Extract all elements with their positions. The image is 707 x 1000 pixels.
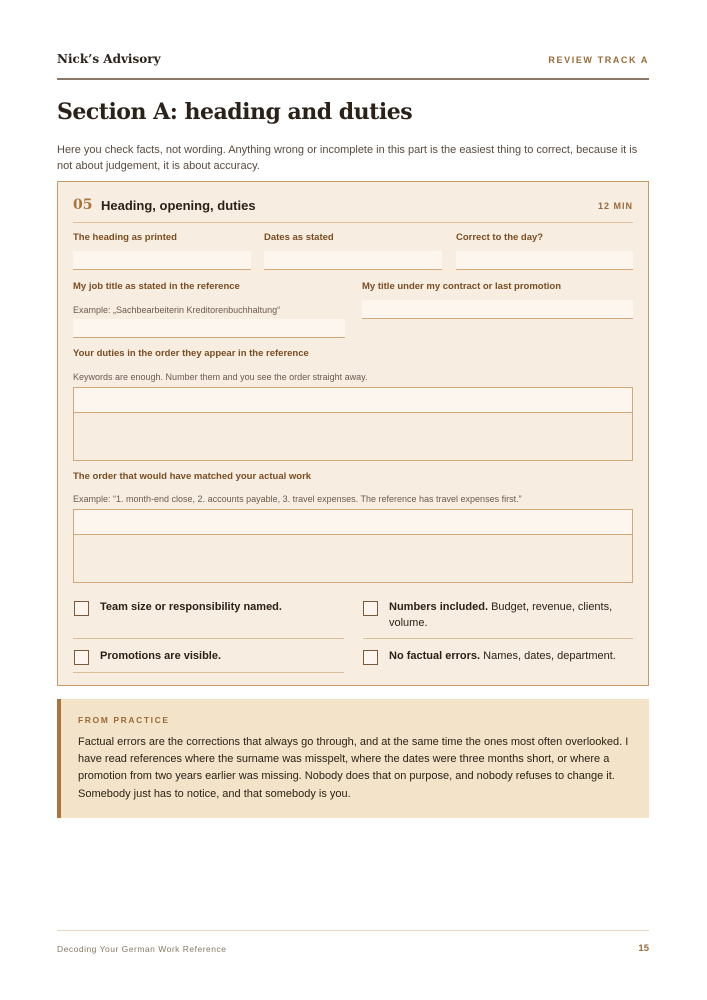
correct-field[interactable] <box>456 251 633 270</box>
order-hint: Example: “1. month-end close, 2. accounts payable, 3. travel expenses. The reference has travel expenses first.” <box>73 494 522 504</box>
card-number: 05 <box>73 197 93 213</box>
page-header <box>57 52 649 80</box>
order-textarea-line <box>74 510 632 535</box>
check-promotions[interactable] <box>74 650 344 668</box>
duties-hint: Keywords are enough. Number them and you see the order straight away. <box>73 372 368 382</box>
checkbox-promotions[interactable] <box>74 650 89 665</box>
check-divider <box>73 672 344 673</box>
dates-label: Dates as stated <box>264 232 334 243</box>
intro-text: Here you check facts, not wording. Anything wrong or incomplete in this part is the easiest thing to correct, because it is not about judgement, it is about accuracy. <box>57 144 638 172</box>
review-track-label: REVIEW TRACK A <box>548 55 649 65</box>
check-factual-errors[interactable] <box>363 650 633 668</box>
card-duration: 12 MIN <box>597 201 633 211</box>
duties-textarea-line <box>74 388 632 413</box>
check-team-size-bold: Team size or responsibility named. <box>100 601 282 613</box>
practice-callout <box>57 699 649 818</box>
check-numbers[interactable] <box>363 601 633 633</box>
dates-field[interactable] <box>264 251 442 270</box>
worksheet-card <box>57 181 649 686</box>
practice-label: FROM PRACTICE <box>78 715 170 725</box>
check-factual-errors-bold: No factual errors. <box>389 650 481 662</box>
checkbox-numbers[interactable] <box>363 601 378 616</box>
check-numbers-bold: Numbers included. <box>389 601 489 613</box>
contract-title-field[interactable] <box>362 300 633 319</box>
duties-label: Your duties in the order they appear in the reference <box>73 348 309 359</box>
duties-textarea[interactable] <box>73 387 633 461</box>
check-promotions-bold: Promotions are visible. <box>100 650 222 662</box>
check-team-size[interactable] <box>74 601 344 633</box>
correct-label: Correct to the day? <box>456 232 544 243</box>
heading-field[interactable] <box>73 251 251 270</box>
job-title-field[interactable] <box>73 319 345 338</box>
card-header <box>73 197 633 223</box>
check-numbers-rest: Budget, revenue, clients, volume. <box>389 601 613 629</box>
card-title: Heading, opening, duties <box>101 198 256 213</box>
check-factual-errors-rest: Names, dates, department. <box>480 650 616 662</box>
check-divider <box>363 638 633 639</box>
job-title-label: My job title as stated in the reference <box>73 281 240 292</box>
book-title: Decoding Your German Work Reference <box>57 944 227 954</box>
check-divider <box>73 638 344 639</box>
page-number: 15 <box>638 943 649 954</box>
contract-title-label: My title under my contract or last promotion <box>362 281 561 292</box>
callout-accent-bar <box>57 699 61 818</box>
checkbox-team-size[interactable] <box>74 601 89 616</box>
checkbox-factual-errors[interactable] <box>363 650 378 665</box>
practice-text: Factual errors are the corrections that always go through, and at the same time the ones most often overlooked. I have read references where the surname was misspelt, where the dates were three months short, or where a promotion from two years earlier was missing. Nobody does that on purpose, and nobody refuses to change it. Somebody just has to notice, and that somebody is you. <box>78 736 629 800</box>
order-textarea[interactable] <box>73 509 633 583</box>
order-label: The order that would have matched your actual work <box>73 471 312 482</box>
job-title-hint: Example: „Sachbearbeiterin Kreditorenbuchhaltung“ <box>73 305 281 315</box>
page-title: Section A: heading and duties <box>57 99 413 125</box>
brand-name: Nick’s Advisory <box>57 52 161 66</box>
page-footer <box>57 930 649 954</box>
heading-label: The heading as printed <box>73 232 177 243</box>
